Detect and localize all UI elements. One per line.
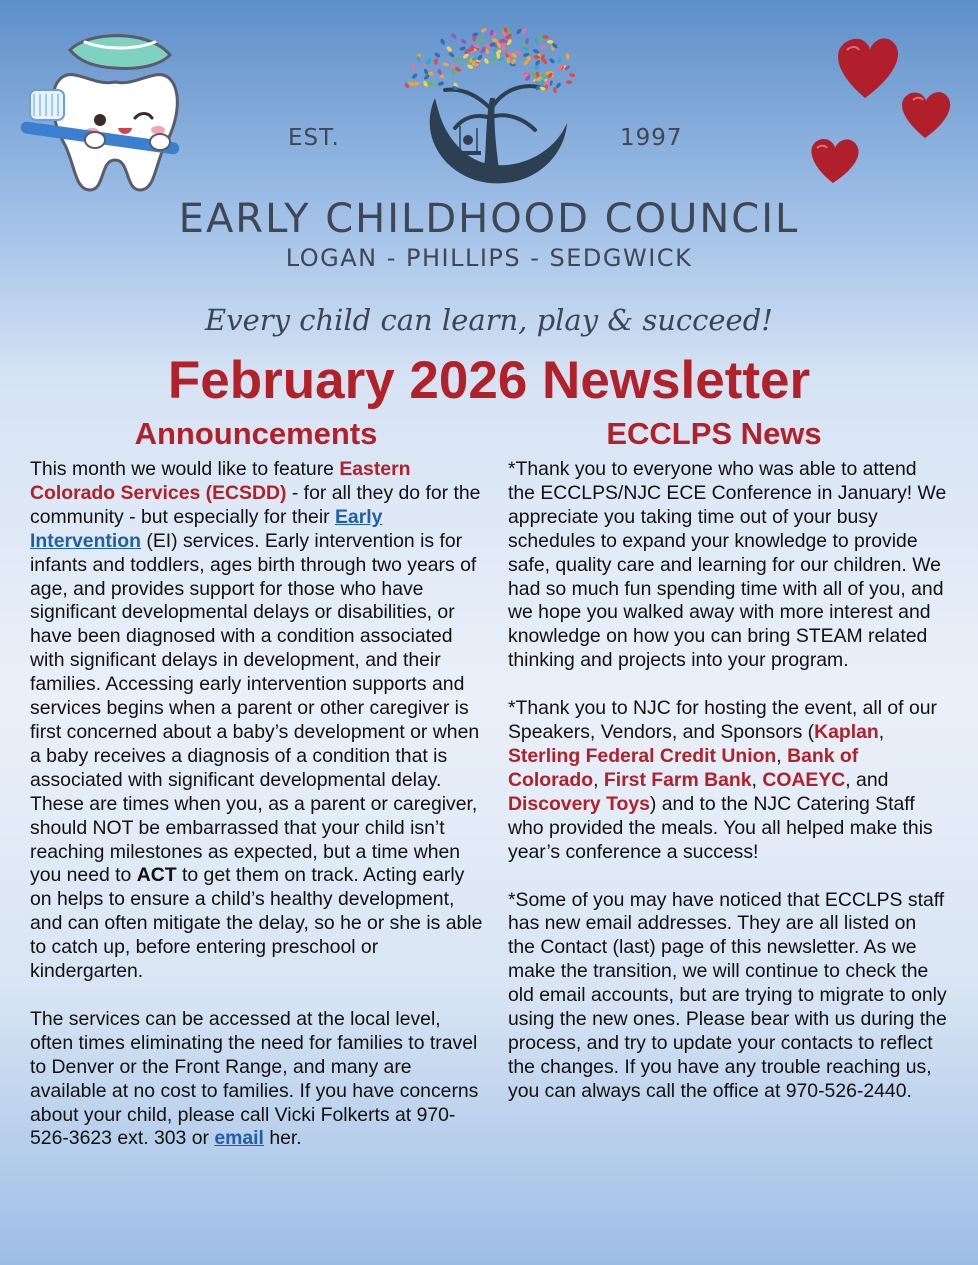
leaf <box>548 57 555 64</box>
leaf <box>538 35 543 42</box>
email-link[interactable]: email <box>214 1127 264 1150</box>
sponsor-first-farm-bank: First Farm Bank <box>603 768 752 791</box>
leaf <box>534 37 538 44</box>
leaf <box>557 57 562 64</box>
leaf <box>478 38 485 44</box>
text: her. <box>263 1127 302 1150</box>
leaf <box>450 68 456 75</box>
org-name: EARLY CHILDHOOD COUNCIL <box>178 196 800 242</box>
text: ) and to the NJC Catering Staff who provided the meals. You all helped make this year’s conference a success! <box>508 792 933 863</box>
leaf <box>427 82 434 86</box>
leaf <box>541 80 545 86</box>
leaf <box>483 57 489 64</box>
text: , <box>593 768 604 791</box>
announcements-column <box>30 458 485 1151</box>
leaf <box>411 73 418 80</box>
org-counties: LOGAN - PHILLIPS - SEDGWICK <box>285 244 693 272</box>
sponsor-sterling: Sterling Federal Credit Union <box>508 744 777 767</box>
sponsor-bank-of-colorado: Bank of Colorado <box>508 744 859 791</box>
news-column <box>508 458 948 1104</box>
text: , <box>751 768 763 791</box>
newsletter-title: February 2026 Newsletter <box>167 351 811 410</box>
leaf <box>542 35 549 39</box>
text: (EI) services. Early intervention is for infants and toddlers, ages birth through two years of age, and provides support for those who have significant developmental delays or disabilities, or have been diagnosed with a condition associated with significant delays in development, and their families. Accessing early intervention supports and services begins when a parent or other caregiver is first concerned about a baby’s development or when a baby receives a diagnosis of a condition that is associated with significant developmental delay. These are times when you, as a parent or caregiver, should NOT be embarrassed that your child isn’t reaching milestones as expected, but a time when you need to <box>30 529 480 887</box>
leaf <box>566 80 573 84</box>
announcements-heading: Announcements <box>134 416 378 451</box>
leaf <box>534 66 541 70</box>
leaf <box>434 52 441 59</box>
est-label: EST. <box>288 125 340 151</box>
text: The services can be accessed at the local level, often times eliminating the need for families to travel to Denver or the Front Range, and many are available at no cost to families. If you have concerns about your child, please call Vicki Folkerts at 970-526-3623 ext. 303 or <box>30 1007 479 1150</box>
text: , and <box>845 768 889 791</box>
sponsor-kaplan: Kaplan <box>814 721 879 744</box>
early-intervention-link[interactable]: Early Intervention <box>30 505 383 552</box>
news-paragraph-1: *Thank you to everyone who was able to attend the ECCLPS/NJC ECE Conference in January! We appreciate you taking time out of your busy schedules to expand your knowledge to provide safe, quality care and learning for our children. We had so much fun spending time with all of you, and we hope you walked away with more interest and knowledge on how you can bring STEAM related thinking and projects into your program. <box>508 458 947 672</box>
leaf <box>547 40 553 44</box>
leaf <box>460 38 467 45</box>
text: - for all they do for the community - but especially for their <box>30 481 481 528</box>
leaf <box>423 68 429 75</box>
leaf <box>446 45 453 52</box>
leaf <box>480 28 487 33</box>
sponsor-discovery-toys: Discovery Toys <box>508 792 650 815</box>
news-paragraph-2 <box>508 697 948 864</box>
leaf <box>490 56 497 63</box>
leaf <box>506 57 510 64</box>
leaf <box>522 46 529 51</box>
leaf <box>532 48 539 54</box>
leaf <box>455 57 462 61</box>
act-emphasis: ACT <box>136 864 177 887</box>
leaf <box>515 28 522 35</box>
text: This month we would like to feature <box>30 458 340 480</box>
text: , <box>878 721 885 744</box>
leaf <box>501 45 505 52</box>
announcement-paragraph-2 <box>30 1008 485 1151</box>
sponsor-coaeyc: COAEYC <box>762 768 846 791</box>
news-paragraph-3: *Some of you may have noticed that ECCLPS staff has new email addresses. They are all listed on the Contact (last) page of this newsletter. As we make the transition, we will continue to check the old email accounts, but are trying to migrate to only using the new ones. Please bear with us during the process, and try to update your contacts to reflect the changes. If you have any trouble reaching us, you can always call the office at 970-526-2440. <box>508 888 947 1102</box>
tree-swing-logo <box>405 28 575 193</box>
leaf <box>454 66 461 72</box>
leaf <box>521 28 528 35</box>
leaf <box>440 38 446 45</box>
leaf <box>534 59 541 66</box>
est-year: 1997 <box>620 125 683 151</box>
leaf <box>459 46 466 51</box>
tooth-toothbrush-icon <box>20 20 190 195</box>
announcement-paragraph-1 <box>30 458 485 984</box>
news-heading: ECCLPS News <box>606 416 822 451</box>
text: *Thank you to NJC for hosting the event, all of our Speakers, Vendors, and Sponsors ( <box>508 697 937 744</box>
leaf <box>539 44 546 50</box>
tagline: Every child can learn, play & succeed! <box>205 303 773 337</box>
leaf <box>569 73 575 78</box>
hearts-icon <box>795 28 965 193</box>
leaf <box>448 51 455 58</box>
ecsdd-name: Eastern Colorado Services (ECSDD) <box>30 458 411 504</box>
leaf <box>565 53 570 60</box>
leaf <box>411 64 417 71</box>
leaf <box>434 58 438 65</box>
text: , <box>776 744 788 767</box>
leaf <box>442 62 449 67</box>
leaf <box>450 33 457 40</box>
text: to get them on track. Acting early on helps to ensure a child’s healthy development, and can often mitigate the delay, so he or she is able to catch up, before entering preschool or kindergarten. <box>30 864 483 983</box>
